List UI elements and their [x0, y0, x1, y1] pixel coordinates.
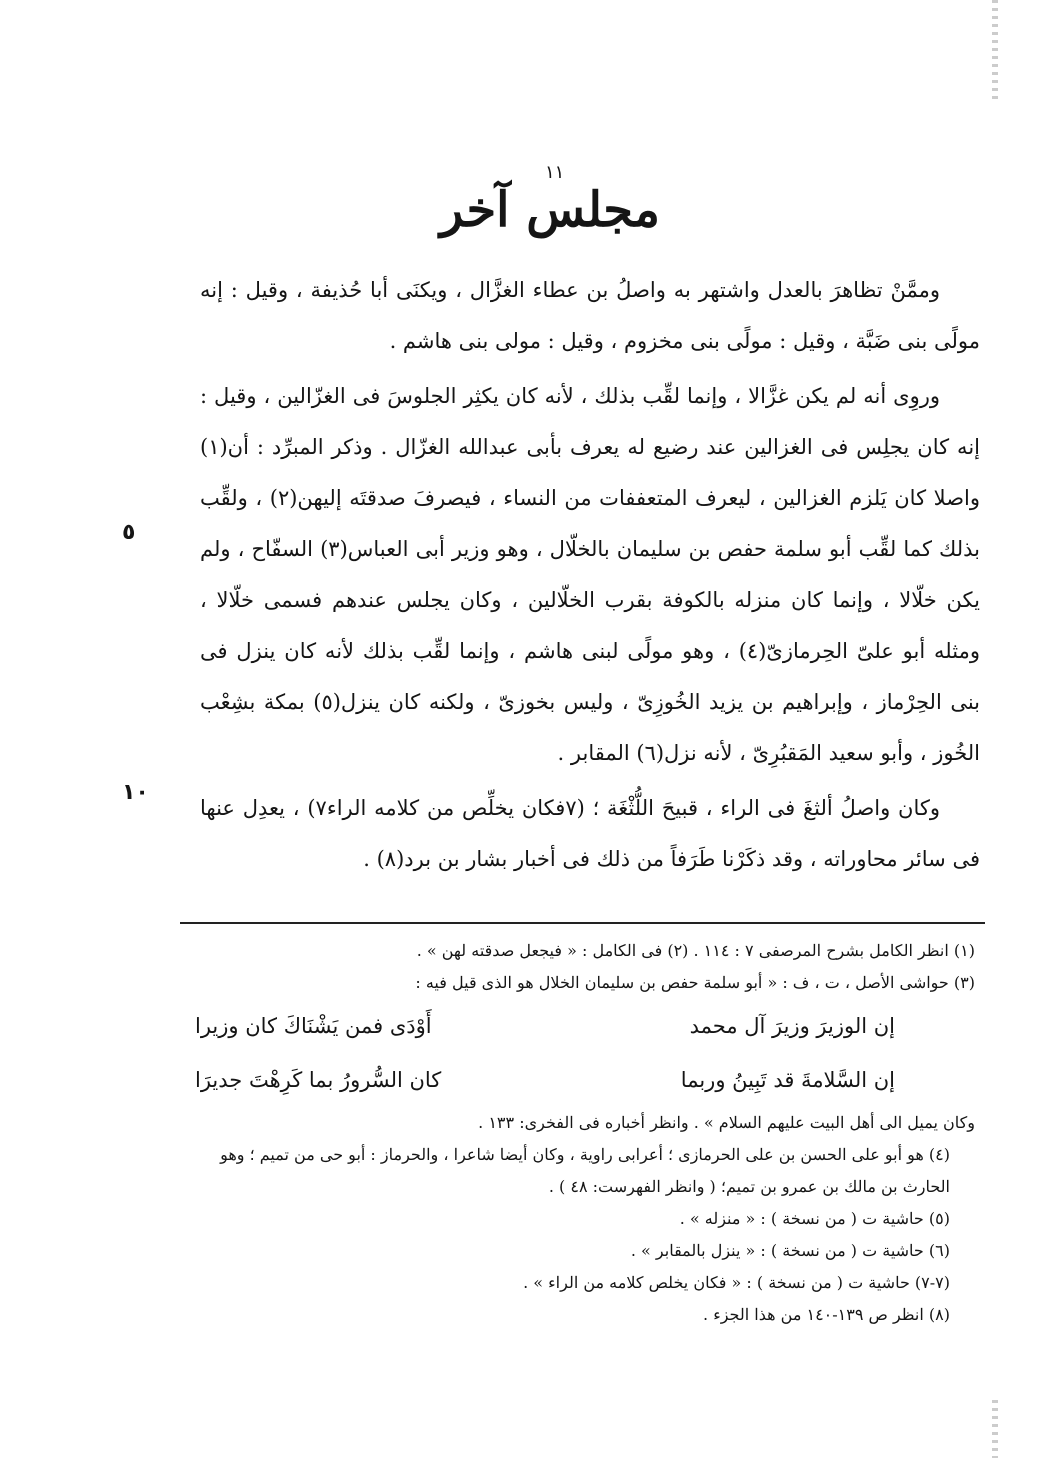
footnote-divider [180, 922, 985, 924]
line-number-10: ١٠ [122, 780, 149, 805]
footnote-7: (٧-٧) حاشية ت ( من نسخة ) : « فكان يخلص كلامه من الراء » . [523, 1273, 950, 1292]
scan-edge-top [992, 0, 998, 100]
footnote-4: (٤) هو أبو على الحسن بن على الحرمازى ؛ أعرابى راوية ، وكان أيضا شاعرا ، والحرماز : أبو حى من تميم ؛ وهو الحارث بن مالك بن عمرو بن تميم؛ ( وانظر الفهرست: ٤٨ ) . [220, 1145, 950, 1196]
verse-line-2 [195, 1053, 895, 1107]
main-text [200, 265, 980, 885]
footnote-1-2: (١) انظر الكامل بشرح المرصفى ٧ : ١١٤ . (٢) فى الكامل : « فيجعل صدقته لهن » . [416, 941, 975, 960]
verse-1-first-hemistich: إن الوزيرَ وزيرَ آل محمد [689, 1014, 895, 1038]
paragraph-1: وممَّنْ تظاهرَ بالعدل واشتهر به واصلُ بن عطاء الغزَّال ، ويكنَى أبا حُذيفة ، وقيل : إنه مولًى بنى ضَبَّة ، وقيل : مولًى بنى مخزوم ، وقيل : مولى بنى هاشم . [200, 278, 980, 353]
verse-line-1 [195, 999, 895, 1053]
scan-edge-bottom [992, 1400, 998, 1458]
heading-page-number: ١١ [545, 162, 565, 183]
section-heading-block [400, 162, 700, 250]
footnote-8: (٨) انظر ص ١٣٩-١٤٠ من هذا الجزء . [703, 1305, 950, 1324]
verse-1-second-hemistich: أَوْدَى فمن يَشْنَاكَ كان وزيرا [195, 1014, 432, 1038]
line-number-5: ٥ [122, 520, 136, 545]
paragraph-2: وروِى أنه لم يكن غزَّالا ، وإنما لقِّب بذلك ، لأنه كان يكثِر الجلوسَ فى الغزّالين ، وقيل : إنه كان يجلِس فى الغزالين عند رضيع له يعرف بأبى عبدالله الغزّال . وذكر المبرِّد : أن(١) واصلا كان يَلزم الغزالين ، ليعرف المتعففات من النساء ، فيصرفَ صدقتَه إليهن(٢) ، ولقِّب بذلك كما لقِّب أبو سلمة حفص بن سليمان بالخلّال ، وهو وزير أبى العباس(٣) السفّاح ، ولم يكن خلّالا ، وإنما كان منزله بالكوفة بقرب الخلّالين ، وكان يجلس عندهم فسمى خلّالا ، ومثله أبو علىّ الحِرمازىّ(٤) ، وهو مولًى لبنى هاشم ، وإنما لقِّب بذلك لأنه كان ينزل فى بنى الحِرْماز ، وإبراهيم بن يزيد الخُوزِىّ ، وليس بخوزىّ ، ولكنه كان ينزل(٥) بمكة بشِعْب الخُوز ، وأبو سعيد المَقبُرِىّ ، لأنه نزل(٦) المقابر . [200, 384, 981, 765]
footnote-6: (٦) حاشية ت ( من نسخة ) : « ينزل بالمقابر » . [630, 1241, 950, 1260]
footnote-5: (٥) حاشية ت ( من نسخة ) : « منزله » . [679, 1209, 950, 1228]
footnote-3: (٣) حواشى الأصل ، ت ، ف : « أبو سلمة حفص بن سليمان الخلال هو الذى قيل فيه : [415, 973, 975, 992]
footnote-3-end: وكان يميل الى أهل البيت عليهم السلام » . وانظر أخباره فى الفخرى: ١٣٣ . [478, 1113, 975, 1132]
verse-2-second-hemistich: كان السُّرورُ بما كَرِهْتَ جديرَا [195, 1068, 442, 1092]
section-heading: مجلس آخر [440, 182, 660, 238]
footnotes [185, 935, 975, 1331]
verse-2-first-hemistich: إن السَّلامةَ قد تَبِينُ وربما [680, 1068, 895, 1092]
paragraph-3: وكان واصلُ ألثغَ فى الراء ، قبيحَ اللُّثْغَة ؛ (٧فكان يخلِّص من كلامه الراء٧) ، يعدِل عنها فى سائر محاوراته ، وقد ذكَرْنا طَرَفاً من ذلك فى أخبار بشار بن برد(٨) . [200, 796, 980, 871]
